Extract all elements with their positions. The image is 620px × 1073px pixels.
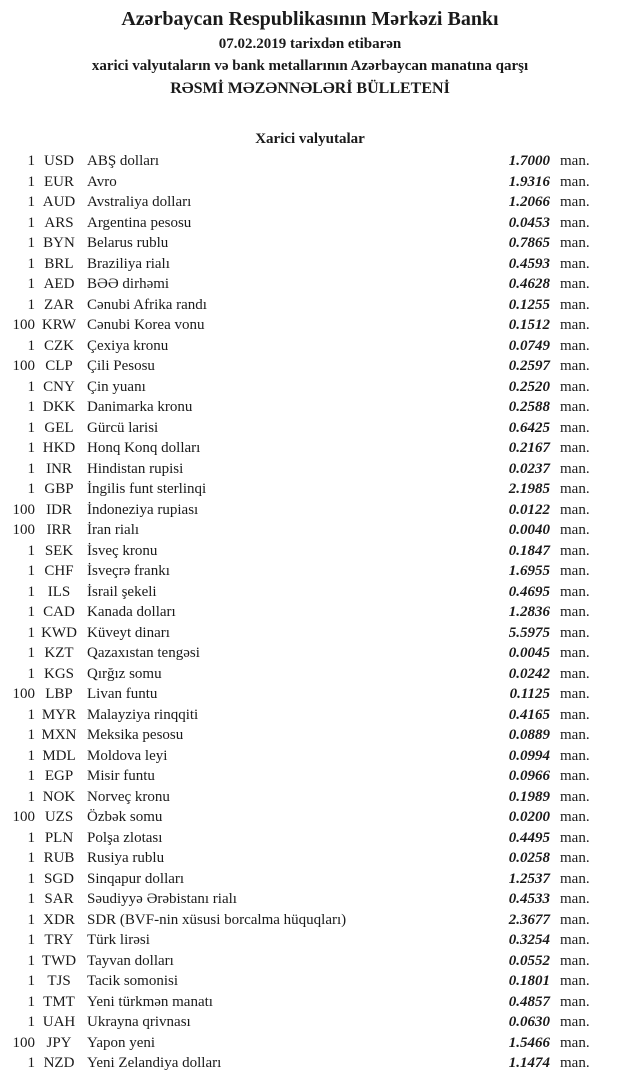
row-currency-code: BRL [44, 255, 74, 272]
row-unit-label: man. [560, 214, 590, 231]
currency-row [0, 848, 620, 869]
row-currency-name: İngilis funt sterlinqi [87, 481, 207, 497]
row-unit-label: man. [560, 235, 590, 251]
row-quantity: 1 [27, 563, 35, 579]
currency-row [0, 746, 620, 767]
row-unit-label: man. [560, 460, 590, 477]
row-quantity: 1 [27, 399, 35, 415]
row-quantity: 1 [27, 1055, 35, 1071]
row-rate-value: 0.4593 [508, 255, 550, 272]
row-rate-value: 0.0453 [508, 214, 550, 231]
currency-row [0, 377, 620, 398]
currency-row [0, 951, 620, 972]
row-rate-value: 1.9316 [508, 173, 550, 190]
currency-row [0, 664, 620, 685]
row-unit-label: man. [560, 440, 590, 456]
row-quantity: 1 [27, 1014, 35, 1030]
row-unit-label: man. [560, 296, 590, 313]
row-quantity: 100 [12, 501, 35, 518]
row-unit-label: man. [560, 891, 590, 907]
row-currency-name: Avro [87, 173, 117, 190]
currency-rate-table [0, 151, 620, 1073]
row-rate-value: 0.2597 [508, 358, 550, 374]
row-quantity: 1 [27, 214, 35, 231]
currency-row [0, 828, 620, 849]
row-currency-code: INR [46, 460, 72, 477]
currency-row [0, 438, 620, 459]
row-unit-label: man. [560, 419, 590, 436]
row-currency-name: Sinqapur dolları [87, 870, 185, 887]
row-quantity: 1 [27, 624, 35, 641]
row-currency-code: SGD [43, 870, 74, 887]
row-rate-value: 0.1989 [508, 788, 550, 805]
row-currency-name: İsveçrə frankı [87, 563, 170, 579]
row-rate-value: 0.0237 [508, 460, 550, 477]
row-currency-code: TJS [47, 973, 71, 989]
row-quantity: 1 [27, 747, 35, 764]
row-currency-code: MDL [42, 747, 76, 764]
currency-row [0, 172, 620, 193]
row-currency-name: Qazaxıstan tengəsi [87, 645, 200, 661]
row-rate-value: 1.7000 [508, 153, 550, 169]
row-quantity: 1 [27, 911, 35, 928]
row-rate-value: 0.0630 [508, 1014, 550, 1030]
row-currency-name: Avstraliya dolları [87, 194, 192, 210]
currency-row [0, 992, 620, 1013]
currency-row [0, 520, 620, 541]
row-currency-code: CHF [44, 563, 74, 579]
row-quantity: 1 [27, 235, 35, 251]
row-currency-name: Moldova leyi [87, 747, 168, 764]
row-currency-code: PLN [44, 829, 74, 846]
currency-row [0, 971, 620, 992]
row-unit-label: man. [560, 563, 590, 579]
row-rate-value: 0.0122 [508, 501, 550, 518]
currency-row [0, 582, 620, 603]
row-currency-name: SDR (BVF-nin xüsusi borcalma hüquqları) [87, 911, 347, 928]
row-currency-name: Tayvan dolları [87, 952, 174, 969]
row-rate-value: 0.0966 [508, 768, 550, 784]
row-quantity: 1 [27, 419, 35, 436]
row-currency-code: GBP [44, 481, 74, 497]
row-currency-name: Çili Pesosu [87, 358, 155, 374]
row-quantity: 100 [12, 686, 35, 702]
row-rate-value: 0.0889 [508, 727, 550, 743]
currency-row [0, 725, 620, 746]
row-currency-name: İsrail şekeli [87, 583, 157, 600]
row-unit-label: man. [560, 665, 590, 682]
row-quantity: 1 [27, 829, 35, 846]
row-currency-name: Qırğız somu [87, 665, 162, 682]
row-unit-label: man. [560, 481, 590, 497]
row-currency-code: IRR [46, 522, 72, 538]
row-rate-value: 1.6955 [508, 563, 550, 579]
row-quantity: 1 [27, 255, 35, 272]
row-currency-name: ABŞ dolları [87, 153, 160, 169]
currency-row [0, 459, 620, 480]
row-currency-name: Hindistan rupisi [87, 460, 184, 477]
row-quantity: 1 [27, 276, 35, 292]
row-currency-code: KZT [44, 645, 74, 661]
subject-line: xarici valyutaların və bank metallarının Azərbaycan manatına qarşı [91, 58, 529, 74]
row-currency-name: Cənubi Korea vonu [87, 317, 205, 333]
row-quantity: 1 [27, 768, 35, 784]
currency-row [0, 397, 620, 418]
currency-row [0, 541, 620, 562]
row-currency-name: Braziliya rialı [87, 255, 170, 272]
row-rate-value: 0.0749 [508, 337, 550, 354]
row-currency-code: CLP [45, 358, 73, 374]
row-currency-name: Özbək somu [87, 809, 163, 825]
currency-row [0, 213, 620, 234]
row-currency-code: RUB [43, 850, 75, 866]
row-unit-label: man. [560, 399, 590, 415]
row-currency-code: TWD [41, 952, 77, 969]
row-currency-code: SAR [44, 891, 74, 907]
row-rate-value: 0.2167 [508, 440, 550, 456]
row-currency-code: CAD [43, 604, 75, 620]
row-currency-code: TMT [43, 993, 75, 1010]
row-rate-value: 0.1125 [509, 686, 550, 702]
row-currency-name: Çexiya kronu [87, 337, 169, 354]
row-rate-value: 0.0552 [508, 952, 550, 969]
row-quantity: 100 [12, 522, 35, 538]
currency-row [0, 315, 620, 336]
row-quantity: 100 [12, 317, 35, 333]
row-unit-label: man. [560, 993, 590, 1010]
currency-row [0, 418, 620, 439]
row-quantity: 100 [12, 1034, 35, 1051]
row-unit-label: man. [560, 768, 590, 784]
row-currency-code: CZK [44, 337, 74, 354]
row-quantity: 1 [27, 481, 35, 497]
row-rate-value: 1.2836 [508, 604, 550, 620]
row-quantity: 1 [27, 706, 35, 723]
row-unit-label: man. [560, 850, 590, 866]
row-rate-value: 1.2537 [508, 870, 550, 887]
row-unit-label: man. [560, 378, 590, 395]
row-currency-name: Misir funtu [87, 768, 155, 784]
row-currency-code: EUR [44, 173, 74, 190]
row-currency-name: Küveyt dinarı [87, 624, 170, 641]
currency-row [0, 151, 620, 172]
row-rate-value: 0.0040 [508, 522, 550, 538]
row-currency-code: KGS [43, 665, 74, 682]
row-unit-label: man. [560, 706, 590, 723]
row-currency-code: EGP [44, 768, 74, 784]
row-quantity: 1 [27, 542, 35, 559]
currency-row [0, 705, 620, 726]
row-quantity: 100 [12, 809, 35, 825]
row-currency-code: USD [43, 153, 74, 169]
row-currency-name: Argentina pesosu [87, 214, 192, 231]
currency-row [0, 623, 620, 644]
currency-row [0, 1053, 620, 1073]
row-currency-code: TRY [44, 932, 74, 948]
row-currency-name: Tacik somonisi [87, 973, 179, 989]
row-rate-value: 0.4533 [508, 891, 550, 907]
row-currency-code: UAH [42, 1014, 76, 1030]
row-currency-name: Meksika pesosu [87, 727, 184, 743]
row-rate-value: 2.1985 [508, 481, 550, 497]
row-unit-label: man. [560, 1034, 590, 1051]
row-quantity: 1 [27, 173, 35, 190]
row-currency-code: MYR [41, 706, 77, 723]
row-rate-value: 0.3254 [508, 932, 550, 948]
row-rate-value: 0.4695 [508, 583, 550, 600]
row-currency-code: HKD [42, 440, 76, 456]
row-currency-name: Honq Konq dolları [87, 440, 201, 456]
row-quantity: 1 [27, 993, 35, 1010]
row-currency-name: Gürcü larisi [87, 419, 159, 436]
row-currency-name: Livan funtu [87, 686, 158, 702]
row-unit-label: man. [560, 542, 590, 559]
row-currency-code: LBP [45, 686, 73, 702]
row-rate-value: 0.7865 [508, 235, 550, 251]
row-quantity: 1 [27, 583, 35, 600]
row-currency-code: XDR [43, 911, 75, 928]
row-currency-name: Polşa zlotası [87, 829, 163, 846]
row-currency-code: ILS [47, 583, 71, 600]
row-quantity: 100 [12, 358, 35, 374]
row-currency-name: Belarus rublu [87, 235, 169, 251]
currency-row [0, 787, 620, 808]
row-quantity: 1 [27, 891, 35, 907]
row-rate-value: 0.4628 [508, 276, 550, 292]
currency-row [0, 930, 620, 951]
row-currency-code: SEK [44, 542, 74, 559]
row-unit-label: man. [560, 317, 590, 333]
row-unit-label: man. [560, 747, 590, 764]
row-currency-name: Malayziya rinqqiti [87, 706, 199, 723]
row-quantity: 1 [27, 296, 35, 313]
row-rate-value: 1.2066 [508, 194, 550, 210]
row-unit-label: man. [560, 1055, 590, 1071]
currency-row [0, 479, 620, 500]
currency-row [0, 561, 620, 582]
row-rate-value: 0.0994 [508, 747, 550, 764]
row-quantity: 1 [27, 153, 35, 169]
row-unit-label: man. [560, 276, 590, 292]
row-quantity: 1 [27, 727, 35, 743]
row-quantity: 1 [27, 973, 35, 989]
row-currency-name: İran rialı [87, 522, 140, 538]
row-currency-code: UZS [44, 809, 74, 825]
row-unit-label: man. [560, 973, 590, 989]
currency-row [0, 684, 620, 705]
bulletin-title: RƏSMİ MƏZƏNNƏLƏRİ BÜLLETENİ [170, 80, 450, 97]
row-currency-code: KWD [41, 624, 77, 641]
row-rate-value: 0.0045 [508, 645, 550, 661]
row-currency-name: Türk lirəsi [87, 932, 150, 948]
currency-row [0, 274, 620, 295]
row-rate-value: 0.2520 [508, 378, 550, 395]
row-currency-name: Ukrayna qrivnası [87, 1014, 191, 1030]
row-unit-label: man. [560, 932, 590, 948]
row-unit-label: man. [560, 583, 590, 600]
row-currency-name: Yeni Zelandiya dolları [87, 1055, 222, 1071]
currency-row [0, 602, 620, 623]
currency-row [0, 643, 620, 664]
row-quantity: 1 [27, 870, 35, 887]
row-currency-code: JPY [46, 1034, 72, 1051]
currency-row [0, 766, 620, 787]
row-unit-label: man. [560, 952, 590, 969]
row-unit-label: man. [560, 522, 590, 538]
row-currency-code: DKK [42, 399, 76, 415]
row-rate-value: 0.4857 [508, 993, 550, 1010]
currency-row [0, 233, 620, 254]
row-rate-value: 0.4495 [508, 829, 550, 846]
row-unit-label: man. [560, 788, 590, 805]
row-currency-name: Yapon yeni [87, 1034, 156, 1051]
row-unit-label: man. [560, 624, 590, 641]
row-unit-label: man. [560, 686, 590, 702]
currency-row [0, 356, 620, 377]
row-rate-value: 1.1474 [508, 1055, 550, 1071]
row-currency-name: Cənubi Afrika randı [87, 296, 207, 313]
currency-row [0, 1033, 620, 1054]
currency-row [0, 192, 620, 213]
currency-row [0, 254, 620, 275]
row-quantity: 1 [27, 337, 35, 354]
row-currency-name: İndoneziya rupiası [87, 501, 199, 518]
row-currency-name: Norveç kronu [87, 788, 170, 805]
row-rate-value: 2.3677 [508, 911, 550, 928]
row-rate-value: 0.1847 [508, 542, 550, 559]
row-currency-code: ARS [44, 214, 74, 231]
row-quantity: 1 [27, 460, 35, 477]
row-rate-value: 5.5975 [508, 624, 550, 641]
row-rate-value: 0.4165 [508, 706, 550, 723]
currency-row [0, 869, 620, 890]
currency-row [0, 295, 620, 316]
row-currency-name: Çin yuanı [87, 378, 146, 395]
row-unit-label: man. [560, 358, 590, 374]
row-currency-name: BƏƏ dirhəmi [87, 276, 170, 292]
row-currency-code: NOK [42, 788, 76, 805]
row-rate-value: 0.6425 [508, 419, 550, 436]
row-unit-label: man. [560, 829, 590, 846]
row-currency-code: MXN [41, 727, 77, 743]
currency-row [0, 1012, 620, 1033]
row-unit-label: man. [560, 809, 590, 825]
row-currency-name: Rusiya rublu [87, 850, 165, 866]
currency-row [0, 336, 620, 357]
row-unit-label: man. [560, 1014, 590, 1030]
currency-row [0, 889, 620, 910]
row-rate-value: 0.0242 [508, 665, 550, 682]
effective-date-line: 07.02.2019 tarixdən etibarən [218, 36, 402, 52]
row-quantity: 1 [27, 788, 35, 805]
row-currency-name: Danimarka kronu [87, 399, 193, 415]
row-currency-code: AUD [42, 194, 76, 210]
row-rate-value: 0.1801 [508, 973, 550, 989]
row-quantity: 1 [27, 665, 35, 682]
row-currency-code: GEL [44, 419, 74, 436]
row-currency-name: Yeni türkmən manatı [87, 993, 213, 1010]
row-quantity: 1 [27, 952, 35, 969]
row-quantity: 1 [27, 194, 35, 210]
row-quantity: 1 [27, 850, 35, 866]
row-currency-code: KRW [41, 317, 77, 333]
row-currency-code: BYN [43, 235, 75, 251]
row-rate-value: 0.0200 [508, 809, 550, 825]
row-rate-value: 1.5466 [508, 1034, 550, 1051]
row-currency-code: IDR [46, 501, 72, 518]
row-unit-label: man. [560, 604, 590, 620]
row-quantity: 1 [27, 378, 35, 395]
row-currency-code: CNY [43, 378, 75, 395]
row-unit-label: man. [560, 911, 590, 928]
row-currency-code: NZD [43, 1055, 75, 1071]
row-unit-label: man. [560, 194, 590, 210]
row-unit-label: man. [560, 501, 590, 518]
row-quantity: 1 [27, 440, 35, 456]
row-unit-label: man. [560, 153, 590, 169]
row-currency-name: İsveç kronu [87, 542, 158, 559]
row-unit-label: man. [560, 727, 590, 743]
currency-row [0, 500, 620, 521]
bank-name-title: Azərbaycan Respublikasının Mərkəzi Bankı [121, 8, 499, 30]
row-unit-label: man. [560, 255, 590, 272]
row-quantity: 1 [27, 932, 35, 948]
row-unit-label: man. [560, 337, 590, 354]
row-currency-code: AED [43, 276, 75, 292]
section-title-foreign-currencies: Xarici valyutalar [255, 131, 365, 147]
row-currency-name: Səudiyyə Ərəbistanı rialı [87, 891, 237, 907]
row-unit-label: man. [560, 645, 590, 661]
currency-row [0, 807, 620, 828]
row-currency-code: ZAR [44, 296, 74, 313]
row-quantity: 1 [27, 604, 35, 620]
row-currency-name: Kanada dolları [87, 604, 176, 620]
row-rate-value: 0.0258 [508, 850, 550, 866]
row-unit-label: man. [560, 173, 590, 190]
row-rate-value: 0.2588 [508, 399, 550, 415]
row-quantity: 1 [27, 645, 35, 661]
row-unit-label: man. [560, 870, 590, 887]
row-rate-value: 0.1255 [508, 296, 550, 313]
currency-row [0, 910, 620, 931]
row-rate-value: 0.1512 [508, 317, 550, 333]
